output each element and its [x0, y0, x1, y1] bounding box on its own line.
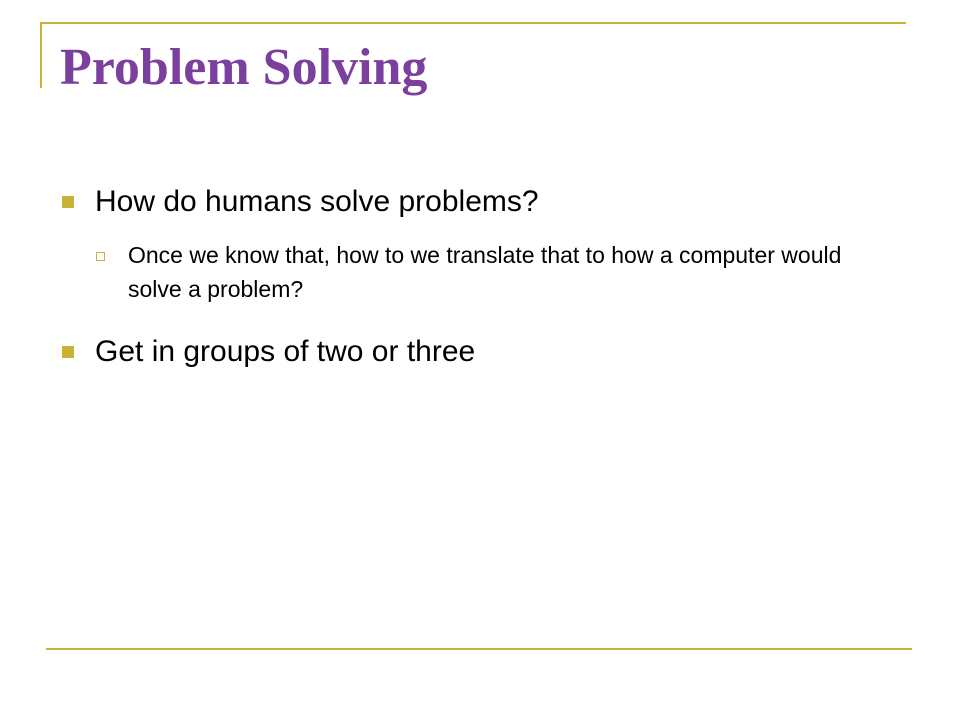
sub-bullet-item: Once we know that, how to we translate that to how a computer would solve a problem?	[128, 242, 842, 302]
sub-bullet-hollow-square-icon	[96, 252, 105, 261]
bullet-square-icon	[62, 196, 74, 208]
bullet-square-icon	[62, 346, 74, 358]
bullet-item: Get in groups of two or three	[95, 335, 476, 368]
bullet-item: How do humans solve problems?	[95, 185, 539, 218]
slide-title: Problem Solving	[60, 39, 428, 96]
